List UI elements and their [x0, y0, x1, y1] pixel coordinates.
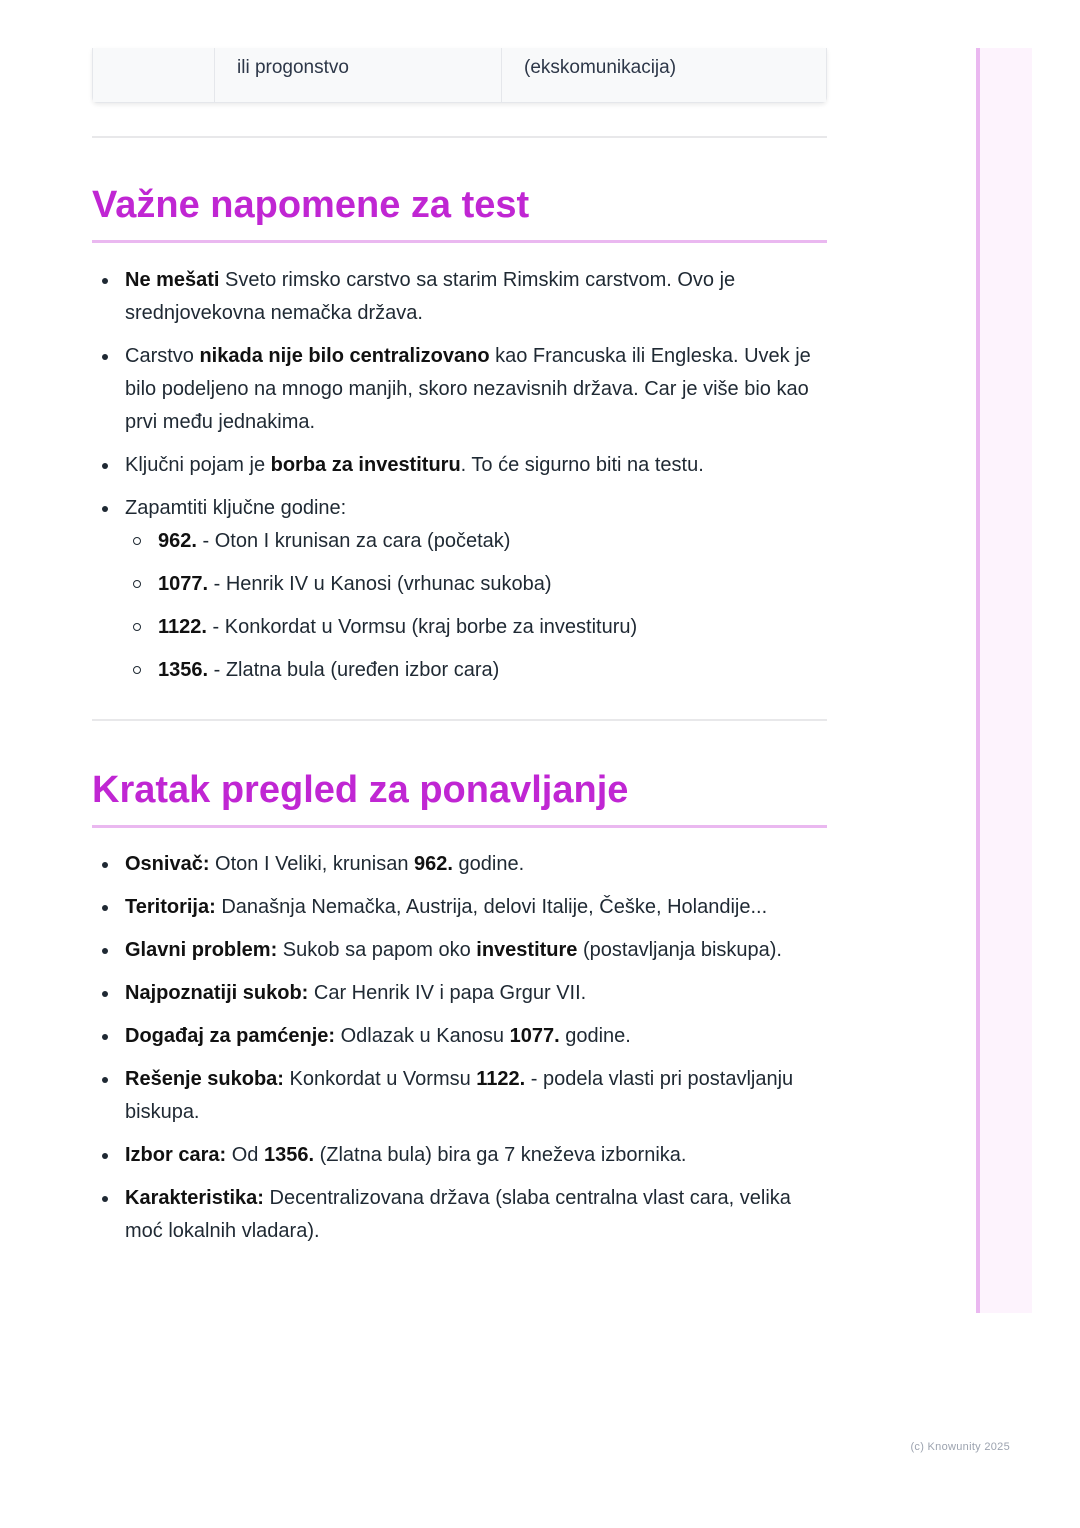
sidebar-edge	[976, 48, 980, 1313]
list-item	[92, 848, 827, 881]
table-fragment	[92, 48, 827, 103]
heading-underline	[92, 240, 827, 243]
section-divider	[92, 136, 827, 138]
text: (postavljanja biskupa).	[577, 939, 782, 961]
text: (Zlatna bula) bira ga 7 kneževa izbornika.	[314, 1144, 687, 1166]
section-heading-review: Kratak pregled za ponavljanje	[92, 769, 629, 811]
bold-text: 1077.	[158, 573, 209, 595]
text: Konkordat u Vormsu	[283, 1068, 477, 1090]
list-item	[92, 340, 827, 439]
list-item	[92, 1063, 827, 1129]
list-item	[92, 1182, 827, 1248]
bold-text: Teritorija:	[125, 896, 216, 918]
list-item	[92, 492, 827, 687]
text: - Henrik IV u Kanosi (vrhunac sukoba)	[208, 573, 552, 595]
text: Od	[226, 1144, 264, 1166]
text: Oton I Veliki, krunisan	[209, 853, 415, 875]
sub-list-item	[125, 611, 827, 644]
section-divider	[92, 719, 827, 721]
text: - podela vlasti pri postavljanju biskupa.	[125, 1068, 794, 1123]
text: - Zlatna bula (uređen izbor cara)	[208, 659, 500, 681]
text: Sukob sa papom oko	[277, 939, 477, 961]
bold-text: Karakteristika:	[125, 1187, 264, 1209]
bold-text: nikada nije bilo centralizovano	[199, 345, 490, 367]
review-list	[92, 848, 827, 1258]
text: kao Francuska ili Engleska. Uvek je bilo podeljeno na mnogo manjih, skoro nezavisnih država. Car je više bio kao prvi među jednakima.	[125, 345, 811, 433]
list-item	[92, 1020, 827, 1053]
text: Car Henrik IV i papa Grgur VII.	[308, 982, 587, 1004]
table-cell: (ekskomunikacija)	[502, 48, 826, 102]
bold-text: Glavni problem:	[125, 939, 278, 961]
heading-underline	[92, 825, 827, 828]
bold-text: 962.	[158, 530, 197, 552]
sub-list-item	[125, 525, 827, 558]
sub-list-item	[125, 568, 827, 601]
text: - Oton I krunisan za cara (početak)	[196, 530, 511, 552]
section-heading-test-notes: Važne napomene za test	[92, 184, 530, 226]
sub-list	[125, 525, 827, 687]
bold-text: 1356.	[158, 659, 209, 681]
bold-text: 1077.	[509, 1025, 560, 1047]
list-item	[92, 264, 827, 330]
bold-text: 1122.	[476, 1068, 526, 1090]
text: Decentralizovana država (slaba centralna vlast cara, velika moć lokalnih vladara).	[125, 1187, 791, 1242]
list-item	[92, 977, 827, 1010]
list-item	[92, 1139, 827, 1172]
bold-text: 1356.	[263, 1144, 315, 1166]
table-cell: ili progonstvo	[215, 48, 502, 102]
bold-text: Događaj za pamćenje:	[125, 1025, 336, 1047]
bold-text: 962.	[414, 853, 453, 875]
bold-text: Izbor cara:	[125, 1144, 227, 1166]
text: Današnja Nemačka, Austrija, delovi Italije, Češke, Holandije...	[215, 896, 768, 918]
text: Zapamtiti ključne godine:	[125, 497, 347, 519]
sub-list-item	[125, 654, 827, 687]
text: . To će sigurno biti na testu.	[460, 454, 704, 476]
text: godine.	[452, 853, 525, 875]
text: Ključni pojam je	[125, 454, 271, 476]
text: Odlazak u Kanosu	[335, 1025, 510, 1047]
bold-text: 1122.	[158, 616, 207, 638]
list-item	[92, 891, 827, 924]
list-item	[92, 934, 827, 967]
bold-text: investiture	[476, 939, 578, 961]
sidebar-decoration	[976, 48, 1032, 1313]
bold-text: Rešenje sukoba:	[125, 1068, 284, 1090]
bold-text: Ne mešati	[125, 269, 220, 291]
text: - Konkordat u Vormsu (kraj borbe za investituru)	[206, 616, 638, 638]
text: Sveto rimsko carstvo sa starim Rimskim carstvom. Ovo je srednjovekovna nemačka država.	[125, 269, 736, 324]
text: Carstvo	[125, 345, 200, 367]
copyright-footer: (c) Knowunity 2025	[910, 1441, 1010, 1453]
test-notes-list	[92, 264, 827, 697]
table-cell	[93, 48, 215, 102]
list-item	[92, 449, 827, 482]
text: godine.	[559, 1025, 631, 1047]
bold-text: Osnivač:	[125, 853, 210, 875]
bold-text: Najpoznatiji sukob:	[125, 982, 309, 1004]
bold-text: borba za investituru	[270, 454, 461, 476]
